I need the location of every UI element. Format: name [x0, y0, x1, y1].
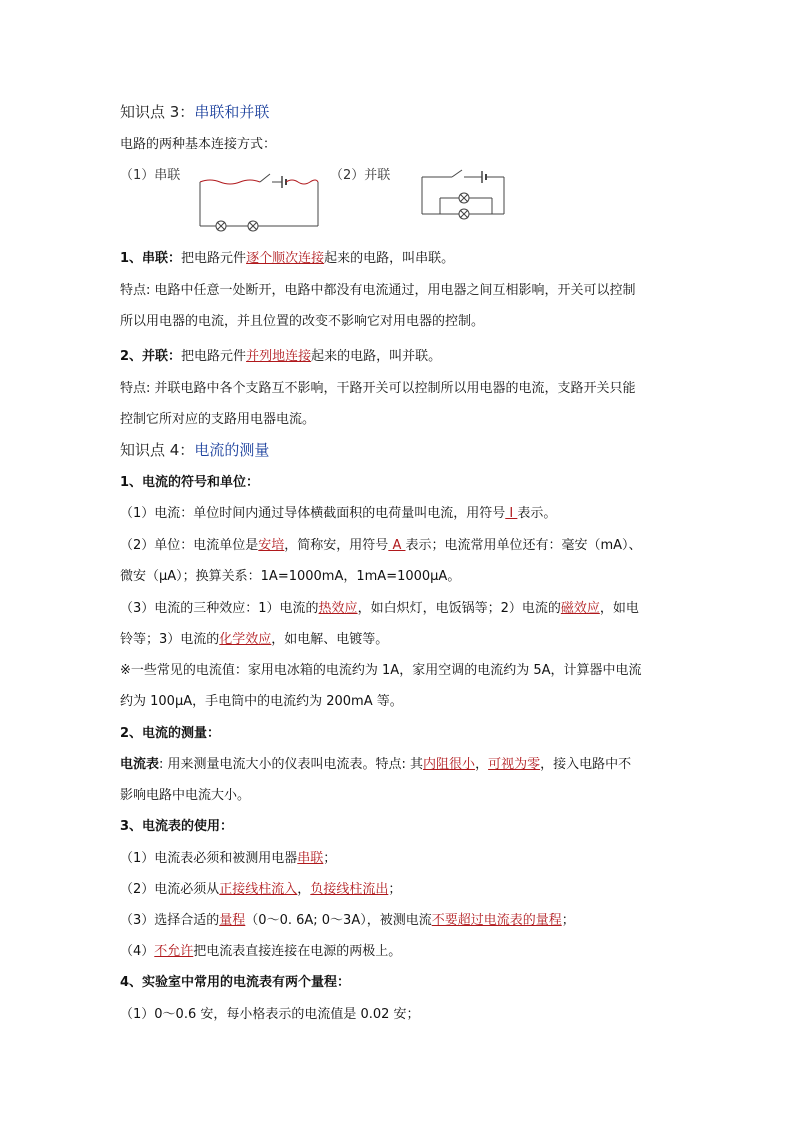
ammeter-definition-line2: 影响电路中电流大小。	[120, 788, 251, 803]
ammeter-definition	[120, 756, 631, 774]
ammeter-text-c: ，接入电路中不	[540, 757, 632, 772]
parallel-text-b: 起来的电路，叫并联。	[311, 349, 442, 364]
series-diagram-label: （1）串联	[120, 168, 181, 183]
usage-rule-3	[120, 912, 575, 930]
current-symbol-key: I	[505, 506, 518, 521]
current-symbol-heading: 1、电流的符号和单位：	[120, 475, 260, 490]
range-1: （1）0～0.6 安，每小格表示的电流值是 0.02 安；	[120, 1007, 420, 1022]
series-feature-line1: 特点: 电路中任意一处断开，电路中都没有电流通过，用电器之间互相影响，开关可以控制	[120, 283, 636, 298]
series-circuit-diagram	[200, 174, 318, 231]
circuit-diagrams	[120, 160, 560, 232]
unit-key-ampere: 安培	[258, 538, 285, 553]
low-resistance-key: 内阻很小	[423, 757, 476, 772]
zero-key: 可视为零	[488, 757, 541, 772]
series-feature-line2: 所以用电器的电流，并且位置的改变不影响它对用电器的控制。	[120, 314, 485, 329]
effects-text-b: ，如白炽灯，电饭锅等；2）电流的	[357, 601, 561, 616]
parallel-diagram-label: （2）并联	[330, 168, 391, 183]
ammeter-term: 电流表	[120, 757, 160, 772]
rule3-key2: 不要超过电流表的量程	[431, 913, 562, 928]
series-label: 1、串联：	[120, 251, 182, 266]
unit-text-c: 表示；电流常用单位还有：毫安（mA）、	[405, 538, 642, 553]
parallel-definition	[120, 348, 441, 366]
rule4-text-a: （4）	[120, 944, 155, 959]
parallel-feature-line1: 特点: 并联电路中各个支路互不影响，干路开关可以控制所以用电器的电流，支路开关只能	[120, 381, 636, 396]
rule2-key1: 正接线柱流入	[219, 882, 298, 897]
rule1-text-b: ；	[323, 851, 337, 866]
effects-text-a: （3）电流的三种效应：1）电流的	[120, 601, 319, 616]
parallel-label: 2、并联：	[120, 349, 182, 364]
section3-title-prefix: 知识点 3：	[120, 103, 195, 121]
ammeter-usage-heading: 3、电流表的使用：	[120, 819, 234, 834]
ammeter-text-a: : 用来测量电流大小的仪表叫电流表。特点: 其	[159, 757, 424, 772]
ranges-heading: 4、实验室中常用的电流表有两个量程：	[120, 975, 351, 990]
unit-text-b: ，简称安，用符号	[284, 538, 389, 553]
rule2-text-c: ；	[388, 882, 402, 897]
effects2-text-a: 铃等；3）电流的	[120, 632, 220, 647]
rule1-key: 串联	[297, 851, 324, 866]
section3-heading	[120, 103, 269, 121]
section3-title-main: 串联和并联	[194, 103, 270, 121]
ammeter-text-b: ，	[475, 757, 489, 772]
usage-rule-4	[120, 943, 401, 961]
magnetic-effect-key: 磁效应	[560, 601, 600, 616]
rule3-text-c: ；	[561, 913, 575, 928]
unit-conversion-line: 微安（μA）；换算关系：1A=1000mA，1mA=1000μA。	[120, 569, 461, 584]
circuit-diagram-svg	[120, 160, 560, 232]
rule2-text-b: ，	[297, 882, 311, 897]
parallel-key: 并列地连接	[246, 349, 312, 364]
rule2-key2: 负接线柱流出	[310, 882, 389, 897]
usage-rule-2	[120, 881, 401, 899]
unit-key-a: A	[388, 538, 406, 553]
rule1-text-a: （1）电流表必须和被测用电器	[120, 851, 298, 866]
current-unit-line	[120, 537, 642, 555]
series-key: 逐个顺次连接	[246, 251, 325, 266]
section3-intro: 电路的两种基本连接方式：	[120, 137, 277, 152]
current-definition	[120, 505, 556, 523]
effects2-text-b: ，如电解、电镀等。	[271, 632, 389, 647]
current-effects-line1	[120, 600, 639, 618]
section4-title-prefix: 知识点 4：	[120, 441, 195, 459]
common-current-values-line2: 约为 100μA，手电筒中的电流约为 200mA 等。	[120, 694, 403, 709]
rule2-text-a: （2）电流必须从	[120, 882, 220, 897]
usage-rule-1	[120, 850, 336, 868]
rule3-text-a: （3）选择合适的	[120, 913, 220, 928]
parallel-circuit-diagram	[422, 170, 504, 219]
current-effects-line2	[120, 631, 388, 649]
current-definition-end: 表示。	[517, 506, 557, 521]
chemical-effect-key: 化学效应	[219, 632, 272, 647]
section4-title-main: 电流的测量	[194, 441, 270, 459]
parallel-feature-line2: 控制它所对应的支路用电器电流。	[120, 412, 316, 427]
section4-heading	[120, 441, 269, 459]
parallel-text-a: 把电路元件	[181, 349, 247, 364]
series-text-a: 把电路元件	[181, 251, 247, 266]
series-definition	[120, 250, 454, 268]
current-measurement-heading: 2、电流的测量：	[120, 726, 221, 741]
rule4-key: 不允许	[154, 944, 194, 959]
effects-text-c: ，如电	[599, 601, 639, 616]
current-definition-text: （1）电流：单位时间内通过导体横截面积的电荷量叫电流，用符号	[120, 506, 506, 521]
rule3-key1: 量程	[219, 913, 246, 928]
common-current-values-line1: ※一些常见的电流值：家用电冰箱的电流约为 1A，家用空调的电流约为 5A，计算器中电流	[120, 663, 642, 678]
heat-effect-key: 热效应	[318, 601, 358, 616]
series-text-b: 起来的电路，叫串联。	[324, 251, 455, 266]
rule4-text-b: 把电流表直接连接在电源的两极上。	[193, 944, 402, 959]
unit-text-a: （2）单位：电流单位是	[120, 538, 259, 553]
rule3-text-b: （0～0. 6A; 0～3A），被测电流	[245, 913, 432, 928]
